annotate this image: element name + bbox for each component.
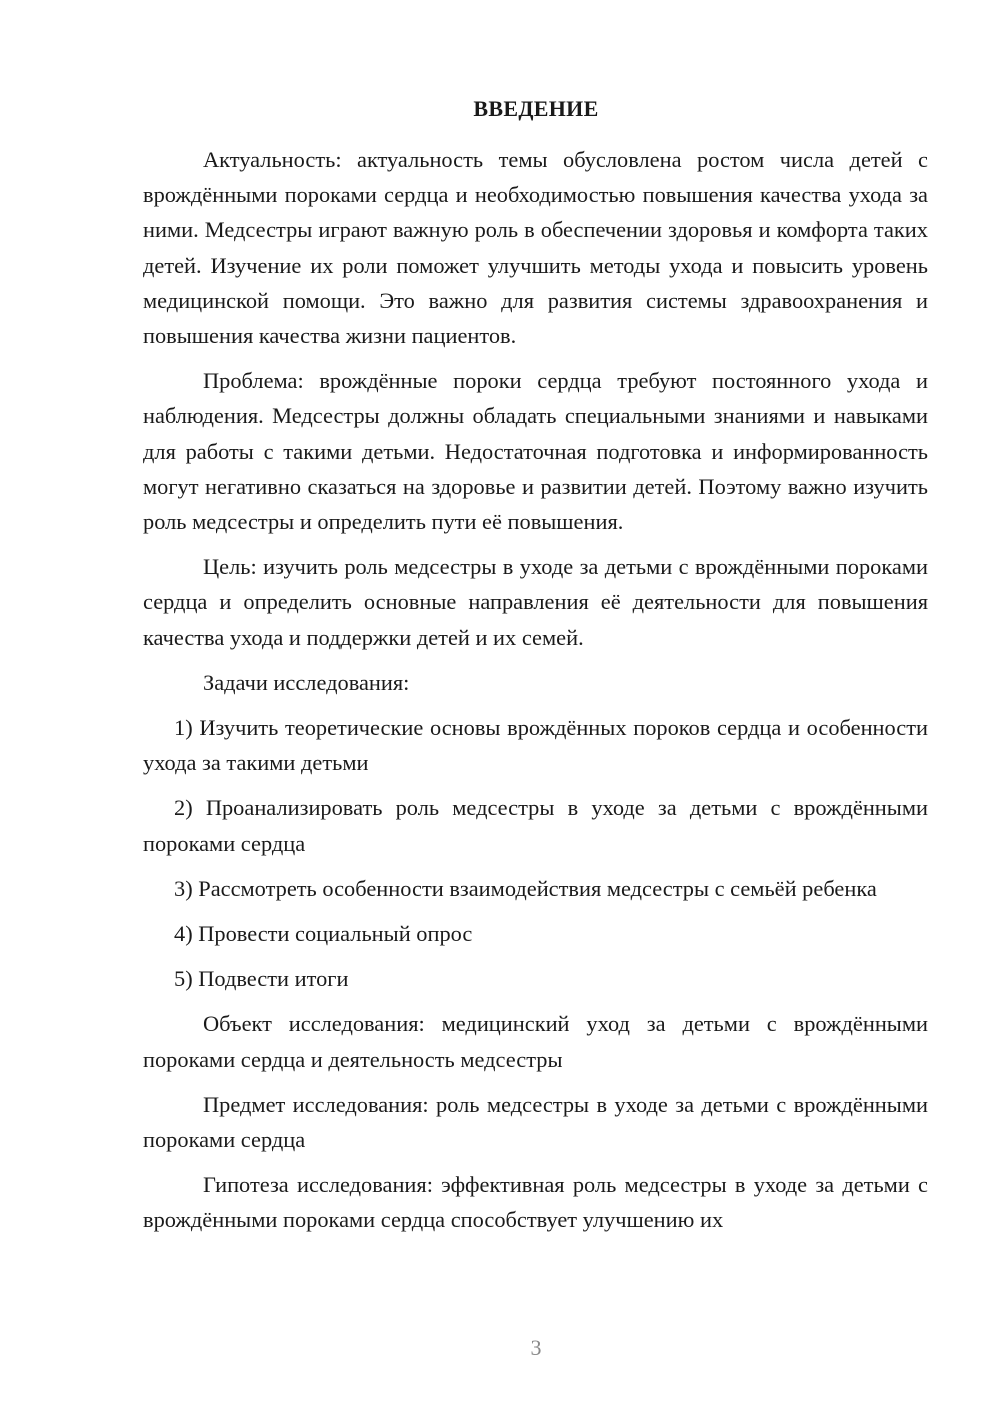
section-heading: ВВЕДЕНИЕ — [473, 96, 599, 121]
task-item: 1) Изучить теоретические основы врождённых пороков сердца и особенности ухода за такими детьми — [143, 715, 928, 776]
paragraph-object: Объект исследования: медицинский уход за детьми с врождёнными пороками сердца и деятельность медсестры — [143, 1011, 928, 1072]
task-item: 4) Провести социальный опрос — [174, 921, 473, 947]
task-item: 2) Проанализировать роль медсестры в уходе за детьми с врождёнными пороками сердца — [143, 795, 928, 856]
paragraph-tasks-heading: Задачи исследования: — [203, 669, 410, 695]
paragraph-hypothesis: Гипотеза исследования: эффективная роль медсестры в уходе за детьми с врождёнными пороками сердца способствует улучшению их — [143, 1172, 928, 1233]
paragraph-relevance: Актуальность: актуальность темы обусловлена ростом числа детей с врождёнными пороками сердца и необходимостью повышения качества ухода за ними. Медсестры играют важную роль в обеспечении здоровья и комфорта таких детей. Изучение их роли поможет улучшить методы ухода и повысить уровень медицинской помощи. Это важно для развития системы здравоохранения и повышения качества жизни пациентов. — [143, 147, 928, 349]
paragraph-problem: Проблема: врождённые пороки сердца требуют постоянного ухода и наблюдения. Медсестры должны обладать специальными знаниями и навыками для работы с такими детьми. Недостаточная подготовка и информированность могут негативно сказаться на здоровье и развитии детей. Поэтому важно изучить роль медсестры и определить пути её повышения. — [143, 368, 928, 535]
paragraph-goal: Цель: изучить роль медсестры в уходе за детьми с врождёнными пороками сердца и определить основные направления её деятельности для повышения качества ухода и поддержки детей и их семей. — [143, 554, 928, 650]
paragraph-subject: Предмет исследования: роль медсестры в уходе за детьми с врождёнными пороками сердца — [143, 1091, 928, 1153]
body-text — [143, 142, 928, 1248]
task-item: 5) Подвести итоги — [174, 966, 349, 992]
task-item: 3) Рассмотреть особенности взаимодействия медсестры с семьёй ребенка — [174, 875, 877, 901]
page-number: 3 — [530, 1335, 542, 1360]
